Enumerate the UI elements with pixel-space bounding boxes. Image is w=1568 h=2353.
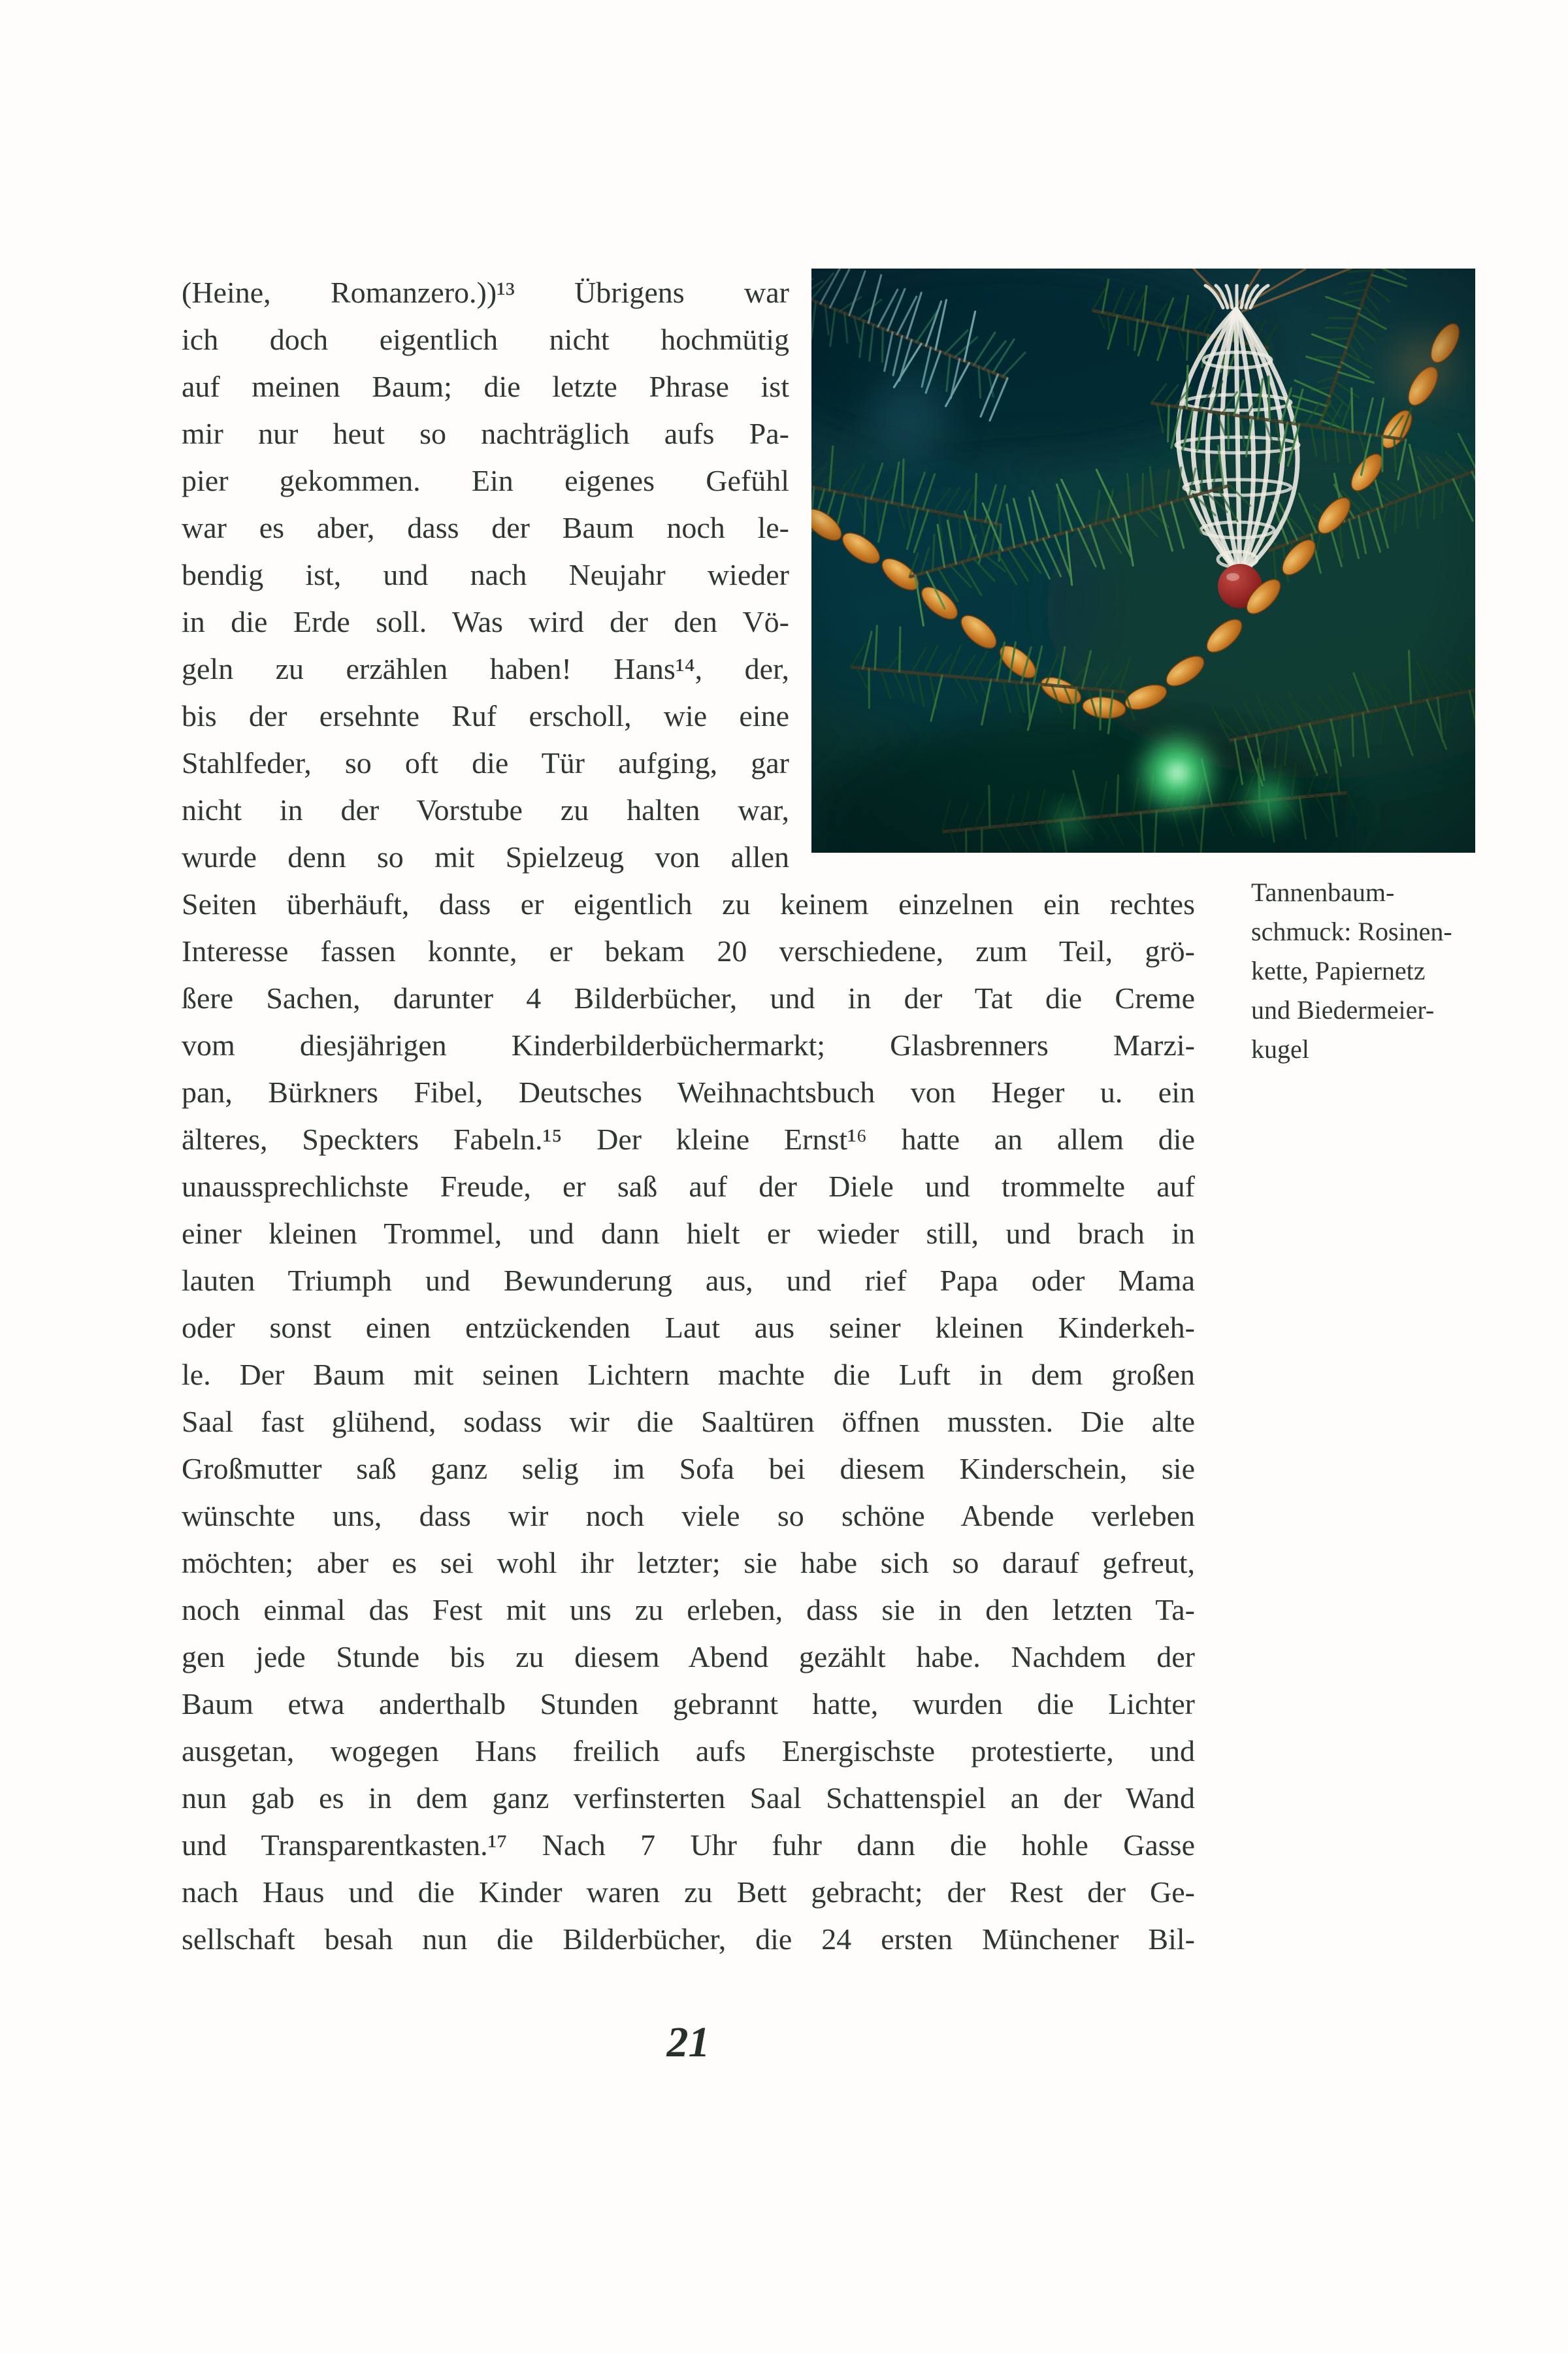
body-text-line: le. Der Baum mit seinen Lichtern machte die Luft in dem großen — [182, 1358, 1195, 1391]
christmas-tree-photo — [811, 269, 1475, 853]
body-text-line: nach Haus und die Kinder waren zu Bett gebracht; der Rest der Ge- — [182, 1875, 1195, 1909]
photo-vignette — [811, 269, 1475, 853]
body-text-line: wünschte uns, dass wir noch viele so schöne Abende verleben — [182, 1499, 1195, 1532]
figure-caption-line: Tannenbaum- — [1251, 878, 1395, 907]
body-text-line: gen jede Stunde bis zu diesem Abend gezählt habe. Nachdem der — [182, 1640, 1195, 1673]
body-text-line: möchten; aber es sei wohl ihr letzter; sie habe sich so darauf gefreut, — [182, 1546, 1195, 1579]
figure-caption-line: kette, Papiernetz — [1251, 956, 1426, 985]
figure-caption-line: kugel — [1251, 1034, 1309, 1064]
body-text-line: ausgetan, wogegen Hans freilich aufs Energischste protestierte, und — [182, 1734, 1195, 1768]
body-text-line: älteres, Speckters Fabeln.¹⁵ Der kleine Ernst¹⁶ hatte an allem die — [182, 1123, 1195, 1156]
body-text-line: lauten Triumph und Bewunderung aus, und rief Papa oder Mama — [182, 1264, 1195, 1297]
body-text-line: noch einmal das Fest mit uns zu erleben, dass sie in den letzten Ta- — [182, 1593, 1195, 1626]
body-text-line: nicht in der Vorstube zu halten war, — [182, 793, 789, 827]
body-text-line: unaussprechlichste Freude, er saß auf der Diele und trommelte auf — [182, 1170, 1195, 1203]
body-text-line: vom diesjährigen Kinderbilderbüchermarkt; Glasbrenners Marzi- — [182, 1028, 1195, 1062]
body-text-line: Großmutter saß ganz selig im Sofa bei diesem Kinderschein, sie — [182, 1452, 1195, 1485]
body-text-line: einer kleinen Trommel, und dann hielt er wieder still, und brach in — [182, 1217, 1195, 1250]
body-text-line: mir nur heut so nachträglich aufs Pa- — [182, 417, 789, 450]
tree-ornament-illustration — [811, 269, 1475, 853]
body-text-line: sellschaft besah nun die Bilderbücher, die 24 ersten Münchener Bil- — [182, 1922, 1195, 1956]
body-text-line: Saal fast glühend, sodass wir die Saaltüren öffnen mussten. Die alte — [182, 1405, 1195, 1438]
body-text-line: bendig ist, und nach Neujahr wieder — [182, 558, 789, 591]
body-text-line: nun gab es in dem ganz verfinsterten Saal Schattenspiel an der Wand — [182, 1781, 1195, 1815]
body-text-line: ßere Sachen, darunter 4 Bilderbücher, und in der Tat die Creme — [182, 981, 1195, 1015]
body-text-line: (Heine, Romanzero.))¹³ Übrigens war — [182, 276, 789, 309]
figure-caption — [1251, 873, 1486, 1069]
body-text-line: Baum etwa anderthalb Stunden gebrannt hatte, wurden die Lichter — [182, 1687, 1195, 1720]
body-text-line: geln zu erzählen haben! Hans¹⁴, der, — [182, 652, 789, 685]
body-text-line: auf meinen Baum; die letzte Phrase ist — [182, 370, 789, 403]
body-text-line: bis der ersehnte Ruf erscholl, wie eine — [182, 699, 789, 732]
body-text-line: Seiten überhäuft, dass er eigentlich zu keinem einzelnen ein rechtes — [182, 887, 1195, 921]
body-text-line: Interesse fassen konnte, er bekam 20 verschiedene, zum Teil, grö- — [182, 934, 1195, 968]
page-number: 21 — [666, 2018, 710, 2066]
figure-caption-line: schmuck: Rosinen- — [1251, 917, 1452, 946]
body-text-line: oder sonst einen entzückenden Laut aus seiner kleinen Kinderkeh- — [182, 1311, 1195, 1344]
body-text-line: war es aber, dass der Baum noch le- — [182, 511, 789, 544]
body-text-line: pier gekommen. Ein eigenes Gefühl — [182, 464, 789, 497]
figure-caption-line: und Biedermeier- — [1251, 995, 1435, 1025]
body-text-line: in die Erde soll. Was wird der den Vö- — [182, 605, 789, 638]
body-text-line: pan, Bürkners Fibel, Deutsches Weihnachtsbuch von Heger u. ein — [182, 1076, 1195, 1109]
body-text-line: und Transparentkasten.¹⁷ Nach 7 Uhr fuhr dann die hohle Gasse — [182, 1828, 1195, 1862]
body-text-line: Stahlfeder, so oft die Tür aufging, gar — [182, 746, 789, 780]
body-text-line: wurde denn so mit Spielzeug von allen — [182, 840, 789, 874]
body-text-line: ich doch eigentlich nicht hochmütig — [182, 323, 789, 356]
